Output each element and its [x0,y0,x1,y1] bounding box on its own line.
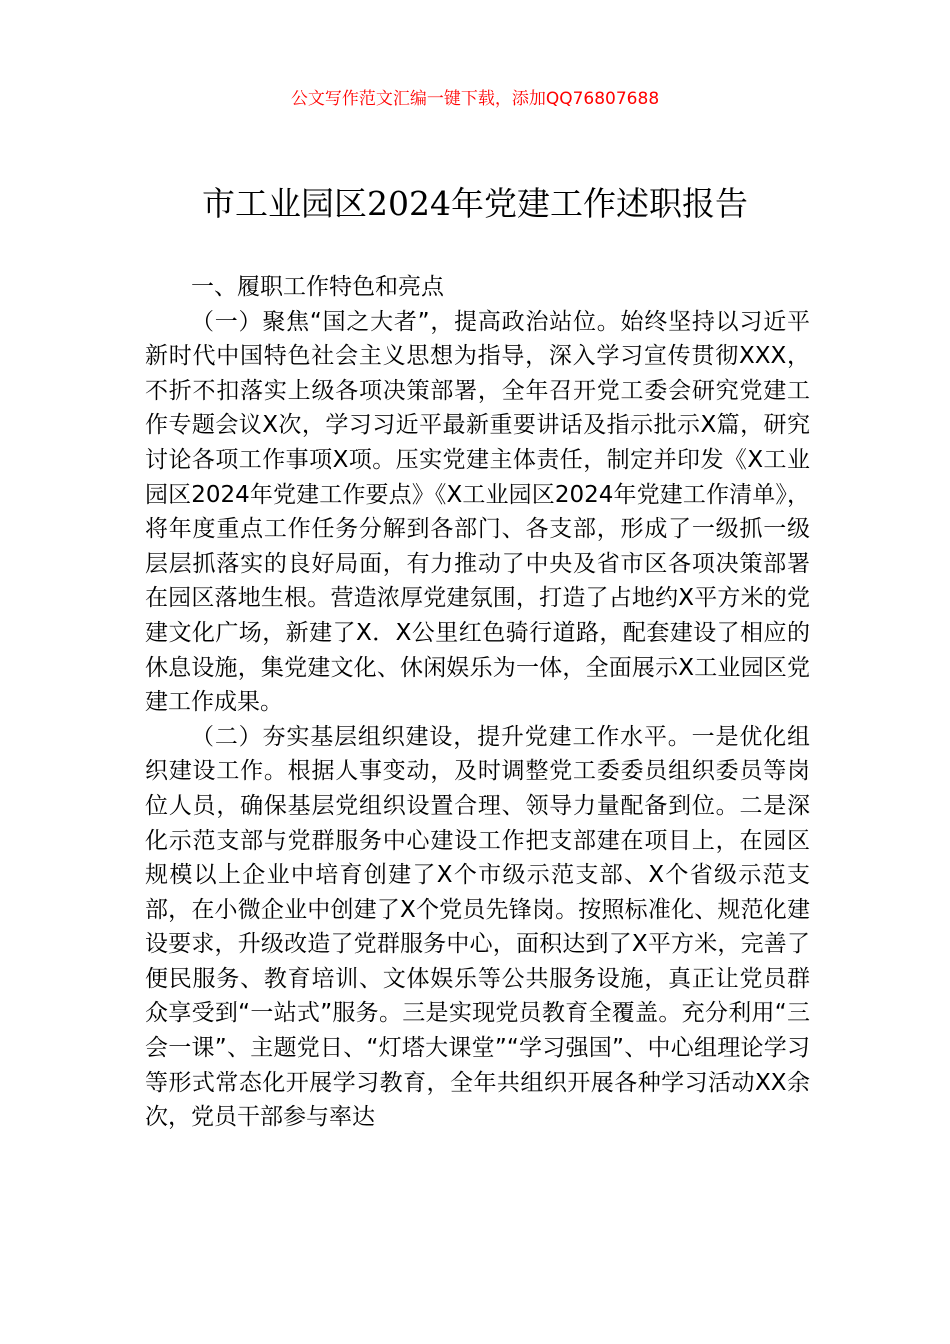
paragraph-1: （一）聚焦“国之大者”，提高政治站位。始终坚持以习近平新时代中国特色社会主义思想为指导，深入学习宣传贯彻XXX，不折不扣落实上级各项决策部署，全年召开党工委会研究党建工作专题会议X次，学习习近平最新重要讲话及指示批示X篇，研究讨论各项工作事项X项。压实党建主体责任，制定并印发《X工业园区2024年党建工作要点》《X工业园区2024年党建工作清单》，将年度重点工作任务分解到各部门、各支部，形成了一级抓一级层层抓落实的良好局面，有力推动了中央及省市区各项决策部署在园区落地生根。营造浓厚党建氛围，打造了占地约X平方米的党建文化广场，新建了X．X公里红色骑行道路，配套建设了相应的休息设施，集党建文化、休闲娱乐为一体，全面展示X工业园区党建工作成果。 [145,308,810,716]
page-title: 市工业园区2024年党建工作述职报告 [202,184,748,223]
promo-banner: 公文写作范文汇编一键下载，添加QQ76807688 [290,89,660,109]
document-body [145,270,810,1135]
paragraph-2: （二）夯实基层组织建设，提升党建工作水平。一是优化组织建设工作。根据人事变动，及时调整党工委委员组织委员等岗位人员，确保基层党组织设置合理、领导力量配备到位。二是深化示范支部与党群服务中心建设工作把支部建在项目上，在园区规模以上企业中培育创建了X个市级示范支部、X个省级示范支部，在小微企业中创建了X个党员先锋岗。按照标准化、规范化建设要求，升级改造了党群服务中心，面积达到了X平方米，完善了便民服务、教育培训、文体娱乐等公共服务设施，真正让党员群众享受到“一站式”服务。三是实现党员教育全覆盖。充分利用“三会一课”、主题党日、“灯塔大课堂”“学习强国”、中心组理论学习等形式常态化开展学习教育，全年共组织开展各种学习活动XX余次，党员干部参与率达 [145,723,810,1131]
section-heading: 一、履职工作特色和亮点 [191,274,444,300]
